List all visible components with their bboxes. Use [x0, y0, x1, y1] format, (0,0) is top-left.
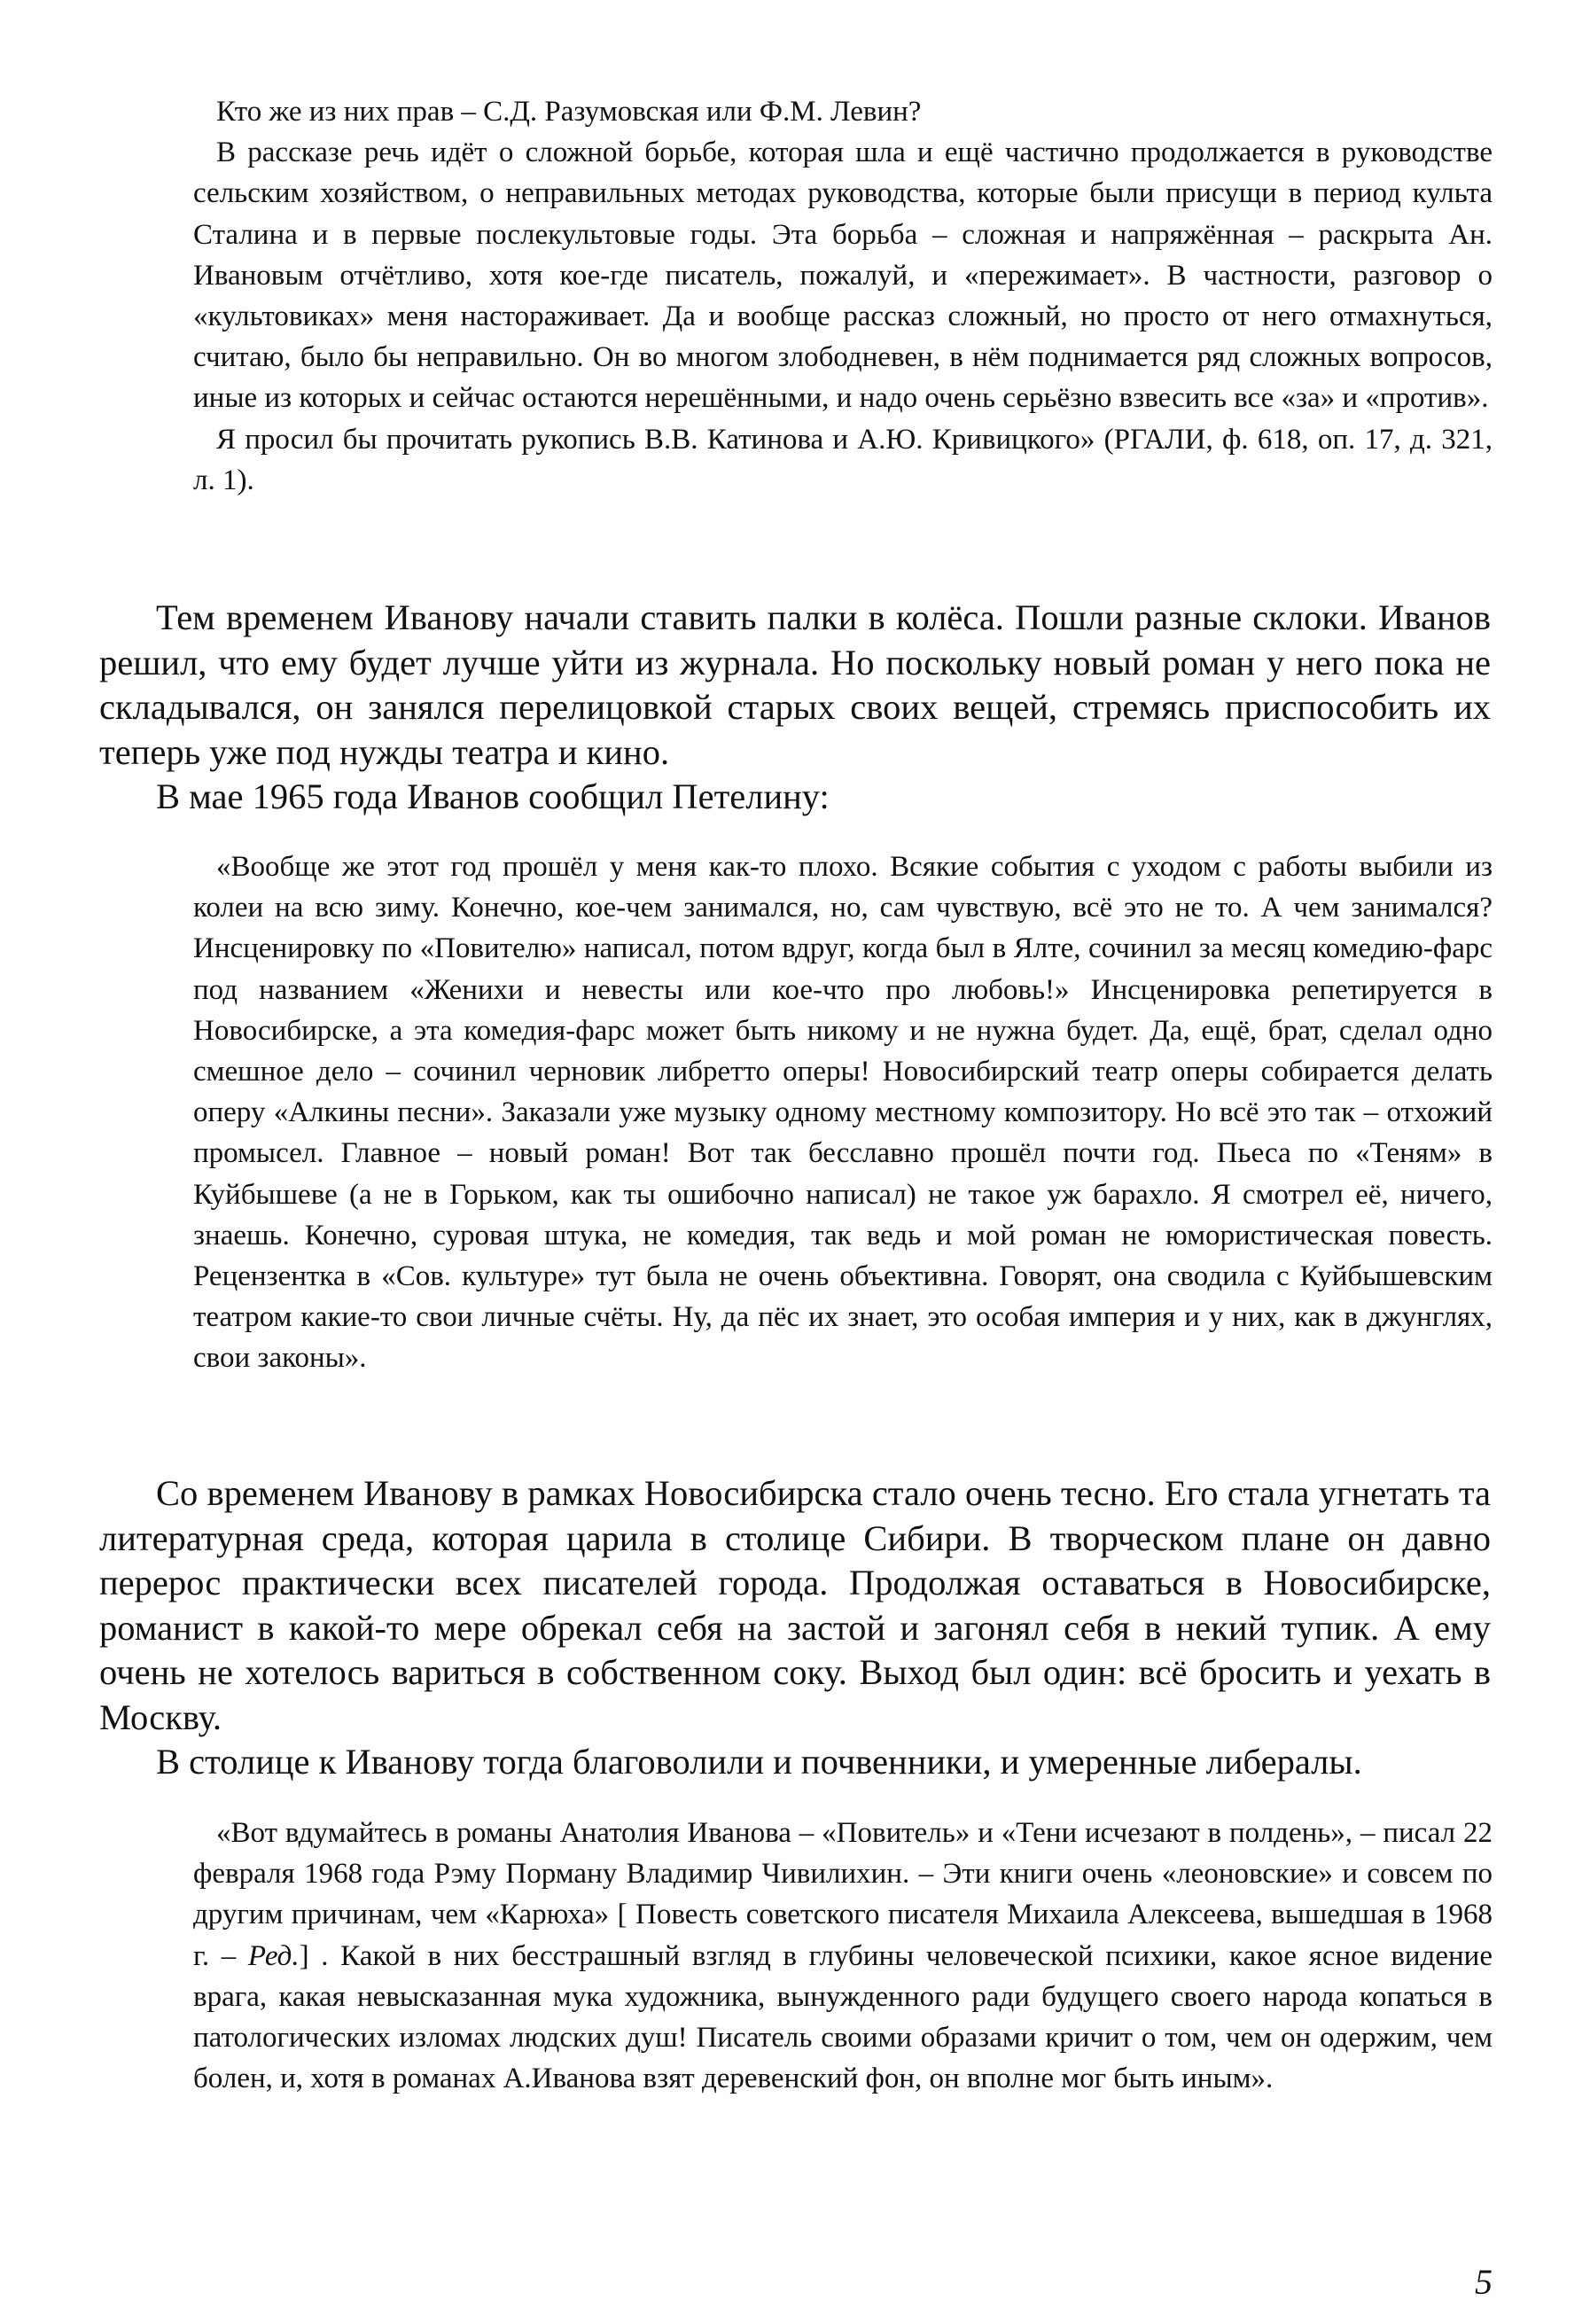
body-paragraph: Со временем Иванову в рамках Новосибирска стало очень тесно. Его стала угнетать та литературная среда, которая царила в столице Сибири. В творческом плане он давно перерос практически всех писателей города. Продолжая оставаться в Новосибирске, романист в какой-то мере обрекал себя на застой и загонял себя в некий тупик. А ему очень не хотелось вариться в собственном соку. Выход был один: всё бросить и уехать в Москву.: [99, 1473, 1491, 1737]
body-text-block: [99, 1471, 1491, 1785]
quote-paragraph: «Вообще же этот год прошёл у меня как-то плохо. Всякие события с уходом с работы выбили из колеи на всю зиму. Конечно, кое-чем занимался, но, сам чувствую, всё это не то. А чем занимался? Инсценировку по «Повителю» написал, потом вдруг, когда был в Ялте, сочинил за месяц комедию-фарс под названием «Женихи и невесты или кое-что про любовь!» Инсценировка репетируется в Новосибирске, а эта комедия-фарс может быть никому и не нужна будет. Да, ещё, брат, сделал одно смешное дело – сочинил черновик либретто оперы! Новосибирский театр оперы собирается делать оперу «Алкины песни». Заказали уже музыку одному местному композитору. Но всё это так – отхожий промысел. Главное – новый роман! Вот так бесславно прошёл почти год. Пьеса по «Теням» в Куйбышеве (а не в Горьком, как ты ошибочно написал) не такое уж барахло. Я смотрел её, ничего, знаешь. Конечно, суровая штука, не комедия, так ведь и мой роман не юмористическая повесть. Рецензентка в «Сов. культуре» тут была не очень объективна. Говорят, она сводила с Куйбышевским театром какие-то свои личные счёты. Ну, да пёс их знает, это особая империя и у них, как в джунглях, свои законы».: [193, 851, 1493, 1375]
body-paragraph: В столице к Иванову тогда благоволили и почвенники, и умеренные либералы.: [156, 1742, 1362, 1782]
page-number: 5: [1475, 2262, 1493, 2302]
quote-paragraph: Кто же из них прав – С.Д. Разумовская или Ф.М. Левин?: [216, 96, 922, 128]
quote-block-letter: [193, 91, 1493, 501]
quote-block-ivanov-letter: [193, 846, 1493, 1379]
body-paragraph: В мае 1965 года Иванов сообщил Петелину:: [156, 776, 830, 816]
quote-paragraph: Я просил бы прочитать рукопись В.В. Катинова и А.Ю. Кривицкого» (РГАЛИ, ф. 618, оп. 17, д. 321, л. 1).: [193, 423, 1493, 496]
body-paragraph: Тем временем Иванову начали ставить палки в колёса. Пошли разные склоки. Иванов решил, что ему будет лучше уйти из журнала. Но поскольку новый роман у него пока не складывался, он занялся перелицовкой старых своих вещей, стремясь приспособить их теперь уже под нужды театра и кино.: [99, 597, 1491, 772]
quote-block-chivilikhin: [193, 1813, 1493, 2099]
quote-paragraph: В рассказе речь идёт о сложной борьбе, которая шла и ещё частично продолжается в руководстве сельским хозяйством, о неправильных методах руководства, которые были присущи в период культа Сталина и в первые послекультовые годы. Эта борьба – сложная и напряжённая – раскрыта Ан. Ивановым отчётливо, хотя кое-где писатель, пожалуй, и «пережимает». В частности, разговор о «культовиках» меня настораживает. Да и вообще рассказ сложный, но просто от него отмахнуться, считаю, было бы неправильно. Он во многом злободневен, в нём поднимается ряд сложных вопросов, иные из которых и сейчас остаются нерешёнными, и надо очень серьёзно взвесить все «за» и «против».: [193, 136, 1493, 415]
body-text-block: [99, 596, 1491, 820]
quote-text: «Вот вдумайтесь в романы Анатолия Иванова – «Повитель» и «Тени исчезают в полдень», – писал 22 февраля 1968 года Рэму Порману Владимир Чивилихин. – Эти книги очень «леоновские» и совсем по другим причинам, чем «Карюха» [ Повесть советского писателя Михаила Алексеева, вышедшая в 1968 г. –: [193, 1817, 1493, 1972]
editor-note: Ред.: [247, 1939, 300, 1972]
quote-text: ] . Какой в них бесстрашный взгляд в глубины человеческой психики, какое ясное видение врага, какая невысказанная мука художника, вынужденного ради будущего своего народа копаться в патологических изломах людских душ! Писатель своими образами кричит о том, чем он одержим, чем болен, и, хотя в романах А.Иванова взят деревенский фон, он вполне мог быть иным».: [193, 1939, 1493, 2095]
quote-paragraph: [193, 1813, 1493, 2099]
